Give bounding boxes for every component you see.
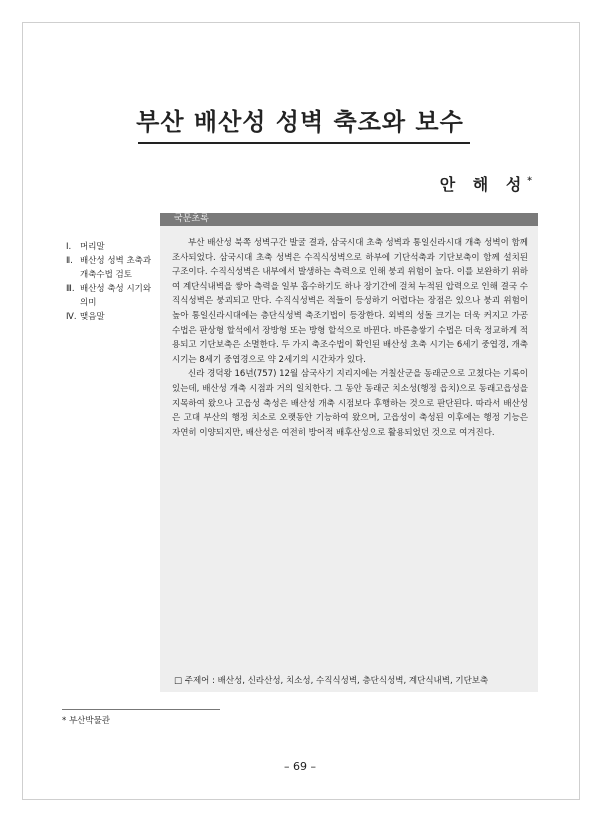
toc-item-number: Ⅰ. bbox=[66, 242, 72, 252]
keywords-line bbox=[174, 674, 530, 686]
toc-item-text: 배산성 축성 시기와 의미 bbox=[80, 284, 152, 308]
toc-item bbox=[66, 254, 160, 282]
author-name bbox=[440, 172, 532, 195]
toc-item bbox=[66, 310, 160, 324]
author-footnote-mark: * bbox=[527, 176, 532, 187]
abstract-box bbox=[160, 226, 538, 692]
toc-item bbox=[66, 282, 160, 310]
abstract-paragraph: 부산 배산성 북쪽 성벽구간 발굴 결과, 삼국시대 초축 성벽과 통일신라시대 개축 성벽이 함께 조사되었다. 삼국시대 초축 성벽은 수직식성벽으로 하부에 기단석축과 기단보축이 함께 설치된 구조이다. 수직식성벽은 내부에서 발생하는 측력으로 인해 붕괴 위험이 높다. 이를 보완하기 위하여 계단식내벽을 쌓아 측력을 일부 흡수하기도 하나 장기간에 걸쳐 누적된 압력으로 인해 결국 수직식성벽은 붕괴되고 만다. 수직식성벽은 적들이 등성하기 어렵다는 장점은 있으나 붕괴 위험이 높아 통일신라시대에는 층단식성벽 축조기법이 등장한다. 외벽의 성돌 크기는 더욱 커지고 가공 수법은 판상형 할석에서 장방형 또는 방형 할석으로 바뀐다. 바른층쌓기 수법은 더욱 정교하게 적용되고 기단보축은 소멸한다. 두 가지 축조수법이 확인된 배산성 초축 시기는 6세기 중엽경, 개축 시기는 8세기 중엽경으로 약 2세기의 시간차가 있다. bbox=[172, 238, 528, 365]
toc-item-text: 배산성 성벽 초축과 개축수법 검토 bbox=[80, 256, 152, 280]
table-of-contents bbox=[66, 240, 160, 324]
keywords-list: 배산성, 신라산성, 치소성, 수직식성벽, 층단식성벽, 계단식내벽, 기단보축 bbox=[217, 676, 489, 686]
abstract-heading: 국문초록 bbox=[160, 213, 538, 226]
toc-item-number: Ⅲ. bbox=[66, 284, 75, 294]
keywords-label: 주제어 bbox=[184, 676, 210, 686]
page-title: 부산 배산성 성벽 축조와 보수 bbox=[136, 107, 464, 136]
toc-item-number: Ⅳ. bbox=[66, 312, 77, 322]
toc-item bbox=[66, 240, 160, 254]
page-number: – 69 – bbox=[284, 760, 316, 773]
toc-item-number: Ⅱ. bbox=[66, 256, 73, 266]
title-underline bbox=[138, 142, 470, 144]
abstract-body bbox=[172, 236, 528, 440]
toc-item-text: 맺음말 bbox=[80, 312, 105, 322]
author-name-text: 안 해 성 bbox=[439, 175, 528, 194]
footnote-divider bbox=[62, 709, 220, 710]
keywords-separator: : bbox=[212, 676, 215, 686]
footnote: * 부산박물관 bbox=[62, 716, 111, 726]
keywords-marker: □ bbox=[174, 676, 183, 686]
abstract-paragraph: 신라 경덕왕 16년(757) 12월 삼국사기 지리지에는 거칠산군을 동래군으로 고쳤다는 기록이 있는데, 배산성 개축 시점과 거의 일치한다. 그 동안 동래군 치소성(행정 읍치)으로 동래고읍성을 지목하여 왔으나 고읍성 축성은 배산성 개축 시점보다 후행하는 것으로 판단된다. 따라서 배산성은 고대 부산의 행정 치소로 오랫동안 기능하여 왔으며, 고읍성이 축성된 이후에는 행정 기능은 자연히 이양되지만, 배산성은 여전히 방어적 배후산성으로 활용되었던 것으로 여겨진다. bbox=[172, 369, 528, 438]
toc-item-text: 머리말 bbox=[80, 242, 105, 252]
